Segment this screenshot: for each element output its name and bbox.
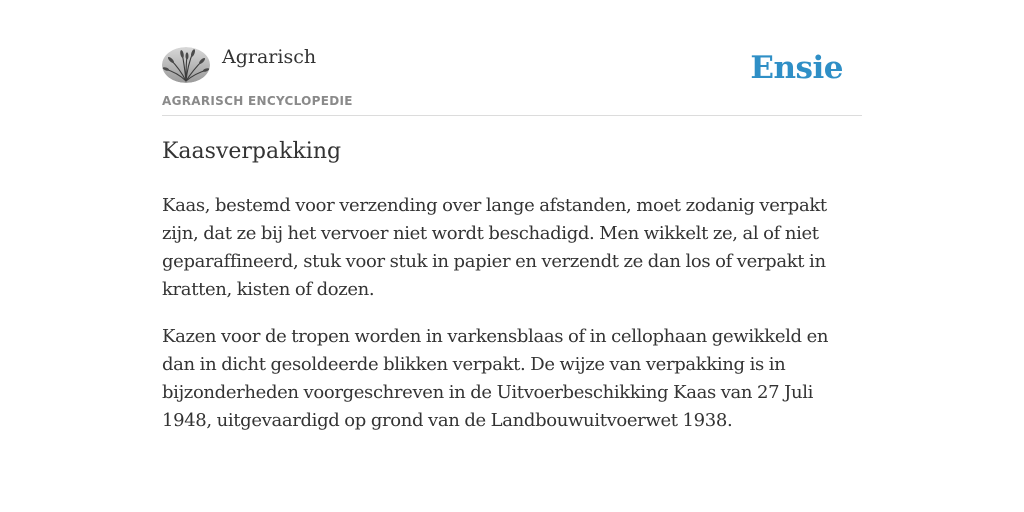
article-paragraph: Kazen voor de tropen worden in varkensblaas of in cellophaan gewikkeld en dan in dicht gesoldeerde blikken verpakt. De wijze van verpakking is in bijzonderheden voorgeschreven in de Uitvoerbeschikking Kaas van 27 Juli 1948, uitgevaardigd op grond van de Landbouwuitvoerwet 1938. [162, 326, 829, 431]
site-header [162, 44, 862, 116]
category-logo-wheat-icon[interactable] [162, 47, 210, 83]
category-name-link[interactable]: Agrarisch [222, 46, 317, 68]
article-body [162, 192, 862, 454]
article-paragraph: Kaas, bestemd voor verzending over lange afstanden, moet zodanig verpakt zijn, dat ze bij het vervoer niet wordt beschadigd. Men wikkelt ze, al of niet geparaffineerd, stuk voor stuk in papier en verzendt ze dan los of verpakt in kratten, kisten of dozen. [162, 195, 827, 300]
ensie-logo-link[interactable]: Ensie [750, 50, 843, 86]
category-label: AGRARISCH ENCYCLOPEDIE [162, 94, 353, 108]
article-title: Kaasverpakking [162, 139, 342, 164]
